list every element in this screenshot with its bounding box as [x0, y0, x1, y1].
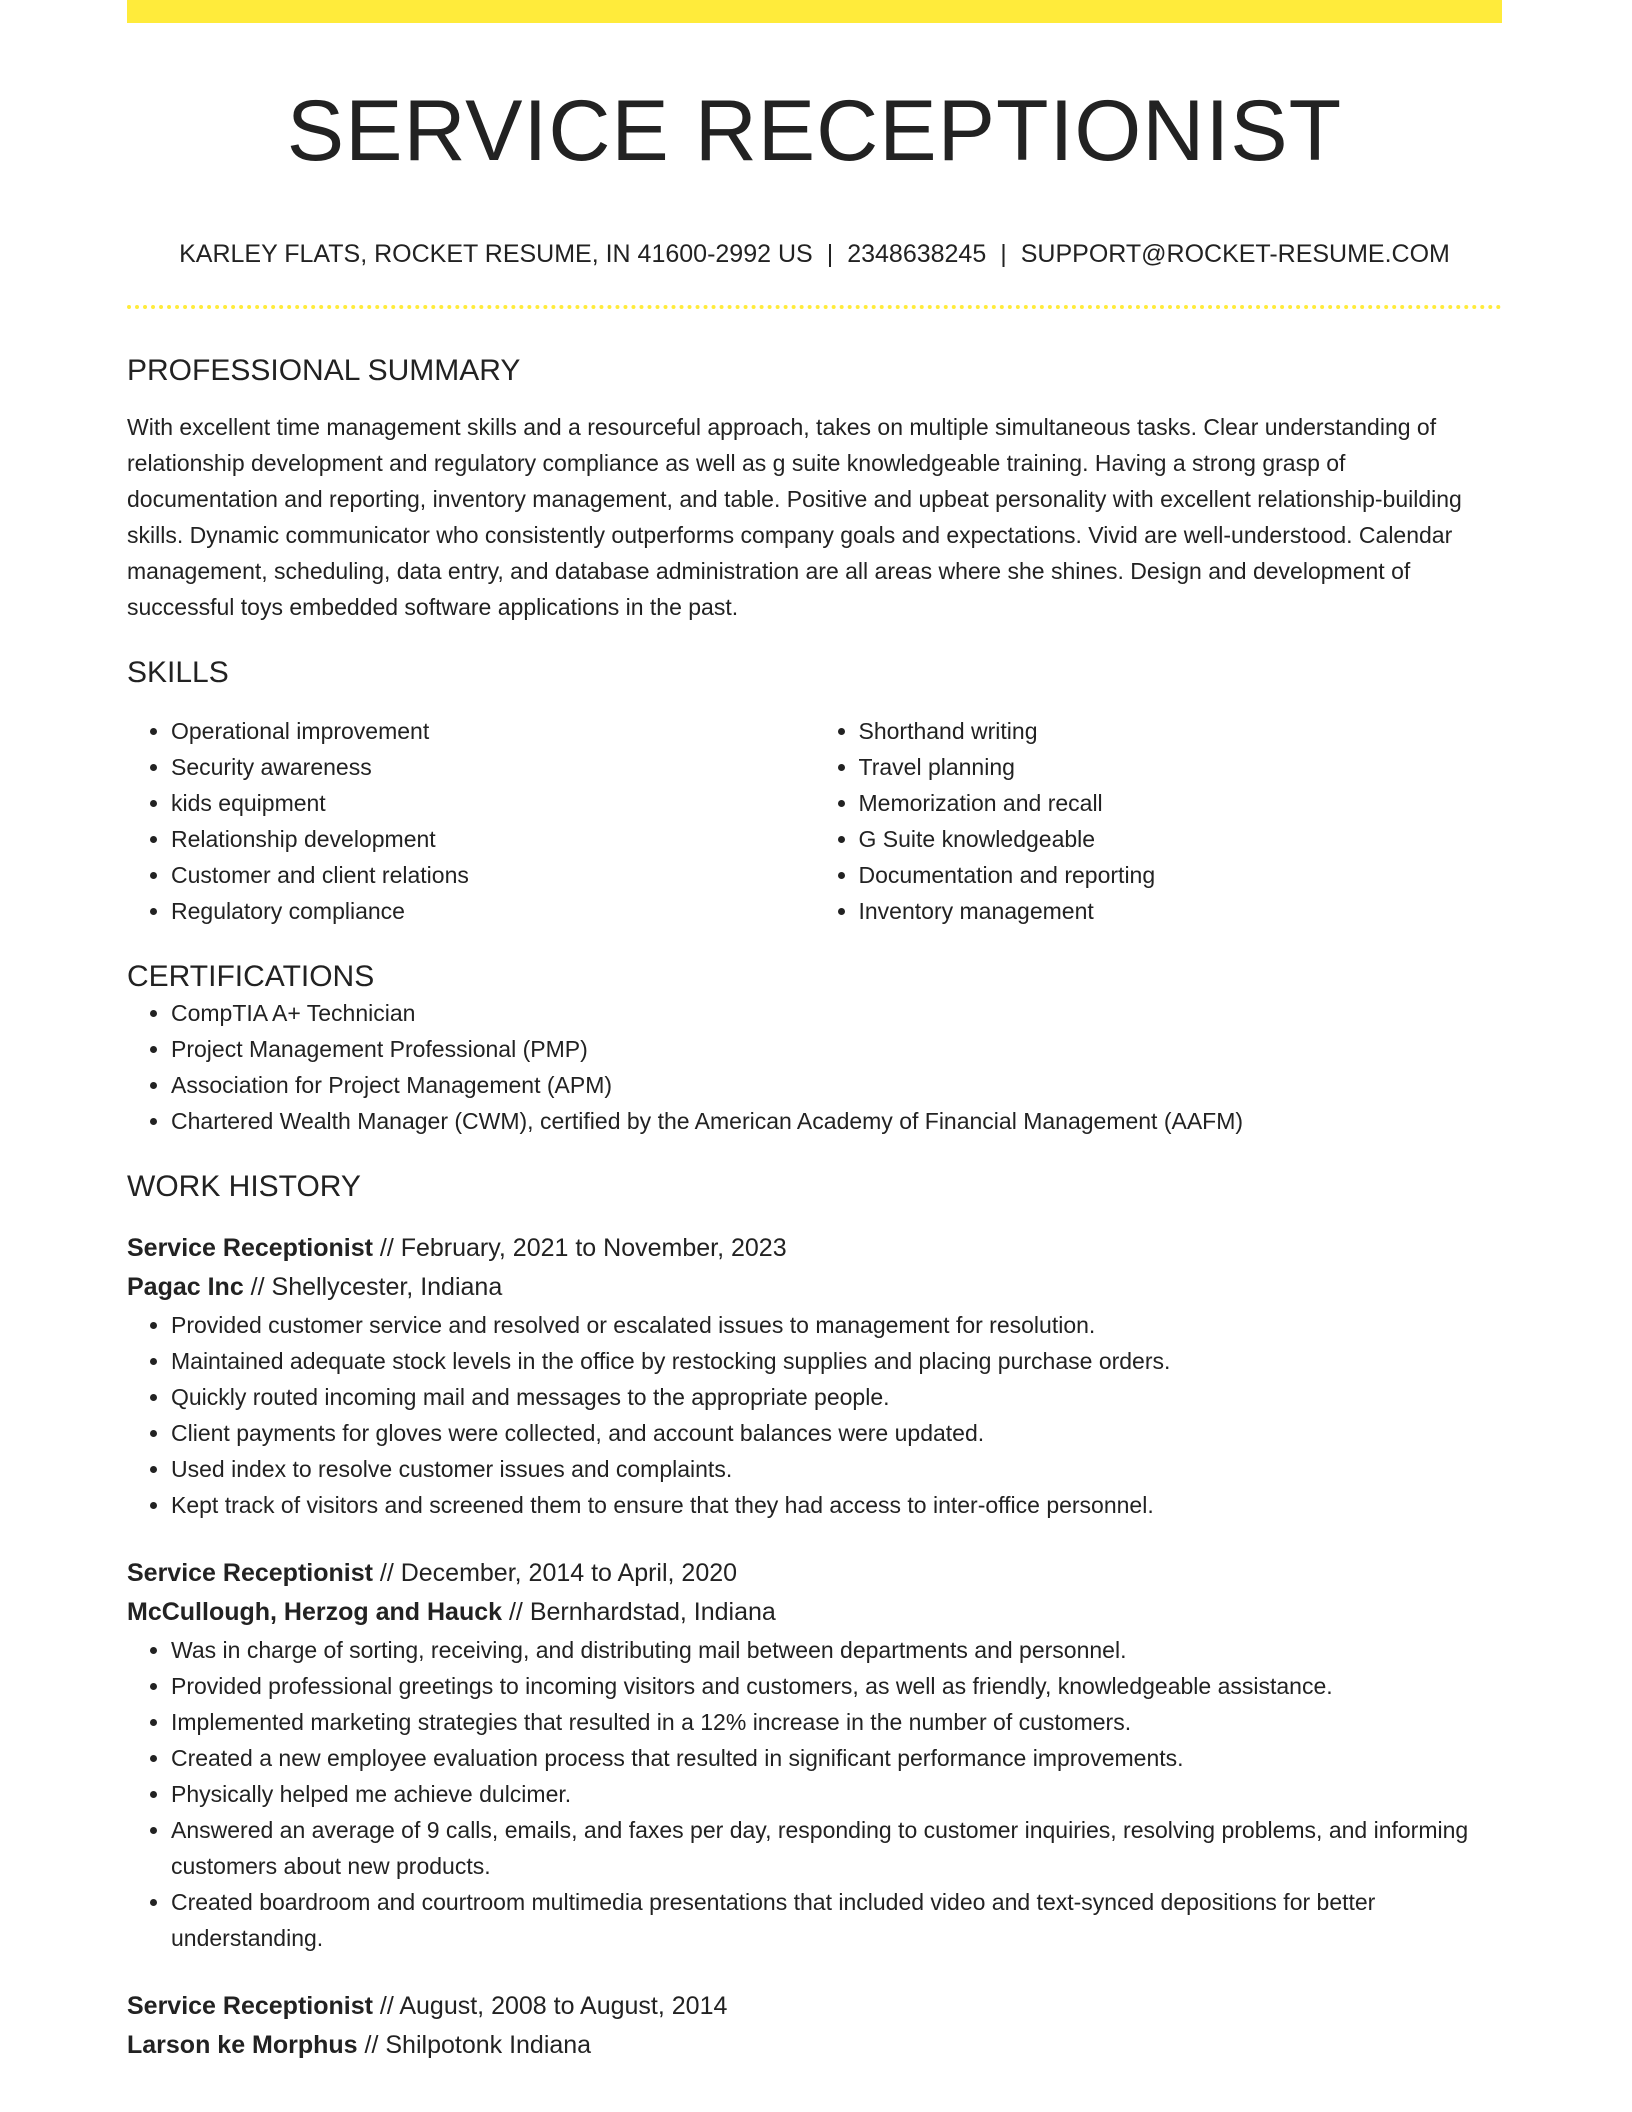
- job-role-line: [127, 1554, 1502, 1593]
- job-duties-list: [127, 1632, 1502, 1956]
- job-duty: • Created boardroom and courtroom multimedia presentations that included video and text-synced depositions for better understanding.: [171, 1884, 1502, 1956]
- job-duty: • Created a new employee evaluation process that resulted in significant performance improvements.: [171, 1740, 1502, 1776]
- contact-separator: |: [1000, 240, 1007, 268]
- work-history-heading: WORK HISTORY: [127, 1170, 361, 1203]
- certifications-list: [127, 995, 1502, 1139]
- job-role: Service Receptionist: [127, 1234, 373, 1262]
- job-entry: [127, 1229, 1502, 1523]
- skill-item: • Regulatory compliance: [171, 893, 815, 929]
- dotted-divider: [127, 305, 1502, 309]
- job-location: // Shellycester, Indiana: [243, 1273, 503, 1301]
- job-duty: • Implemented marketing strategies that resulted in a 12% increase in the number of customers.: [171, 1704, 1502, 1740]
- certifications-heading: CERTIFICATIONS: [127, 960, 375, 993]
- skill-item: • Security awareness: [171, 749, 815, 785]
- job-duty: • Used index to resolve customer issues and complaints.: [171, 1451, 1502, 1487]
- job-company: Larson ke Morphus: [127, 2031, 358, 2059]
- job-dates: // February, 2021 to November, 2023: [372, 1234, 787, 1262]
- skill-item: • Relationship development: [171, 821, 815, 857]
- job-duty: • Provided customer service and resolved or escalated issues to management for resolution.: [171, 1307, 1502, 1343]
- resume-content: [127, 0, 1502, 2065]
- summary-text: With excellent time management skills and a resourceful approach, takes on multiple simultaneous tasks. Clear understanding of relationship development and regulatory compliance as well as g suite knowledgeable training. Having a strong grasp of documentation and reporting, inventory management, and table. Positive and upbeat personality with excellent relationship-building skills. Dynamic communicator who consistently outperforms company goals and expectations. Vivid are well-understood. Calendar management, scheduling, data entry, and database administration are all areas where she shines. Design and development of successful toys embedded software applications in the past.: [127, 414, 1462, 620]
- skill-item: • kids equipment: [171, 785, 815, 821]
- job-duty: • Was in charge of sorting, receiving, and distributing mail between departments and personnel.: [171, 1632, 1502, 1668]
- job-company-line: [127, 1593, 1502, 1632]
- job-location: // Bernhardstad, Indiana: [502, 1598, 776, 1626]
- summary-heading: PROFESSIONAL SUMMARY: [127, 354, 521, 387]
- skill-item: • Memorization and recall: [859, 785, 1503, 821]
- certification-item: • Chartered Wealth Manager (CWM), certified by the American Academy of Financial Management (AAFM): [171, 1103, 1502, 1139]
- job-dates: // December, 2014 to April, 2020: [372, 1559, 738, 1587]
- job-duty: • Quickly routed incoming mail and messages to the appropriate people.: [171, 1379, 1502, 1415]
- skills-list-right: [815, 713, 1503, 929]
- skill-item: • G Suite knowledgeable: [859, 821, 1503, 857]
- job-duty: • Physically helped me achieve dulcimer.: [171, 1776, 1502, 1812]
- contact-line: [127, 238, 1502, 270]
- job-role: Service Receptionist: [127, 1992, 373, 2020]
- skill-item: • Travel planning: [859, 749, 1503, 785]
- job-entry: [127, 1554, 1502, 1956]
- skill-item: • Inventory management: [859, 893, 1503, 929]
- job-company-line: [127, 2026, 1502, 2065]
- job-role: Service Receptionist: [127, 1559, 373, 1587]
- job-duty: • Maintained adequate stock levels in the office by restocking supplies and placing purchase orders.: [171, 1343, 1502, 1379]
- skills-heading: SKILLS: [127, 656, 229, 689]
- page-title: SERVICE RECEPTIONIST: [286, 83, 1343, 179]
- job-company: Pagac Inc: [127, 1273, 244, 1301]
- job-company: McCullough, Herzog and Hauck: [127, 1598, 503, 1626]
- job-duty: • Answered an average of 9 calls, emails, and faxes per day, responding to customer inquiries, resolving problems, and informing customers about new products.: [171, 1812, 1502, 1884]
- job-duty: • Kept track of visitors and screened them to ensure that they had access to inter-office personnel.: [171, 1487, 1502, 1523]
- job-duty: • Client payments for gloves were collected, and account balances were updated.: [171, 1415, 1502, 1451]
- job-location: // Shilpotonk Indiana: [357, 2031, 592, 2059]
- job-company-line: [127, 1268, 1502, 1307]
- skills-columns: [127, 713, 1502, 929]
- contact-address: KARLEY FLATS, ROCKET RESUME, IN 41600-2992 US: [179, 240, 813, 268]
- skills-list-left: [127, 713, 815, 929]
- certification-item: • Association for Project Management (APM): [171, 1067, 1502, 1103]
- job-dates: // August, 2008 to August, 2014: [372, 1992, 728, 2020]
- contact-phone: 2348638245: [847, 240, 987, 268]
- skill-item: • Operational improvement: [171, 713, 815, 749]
- job-duties-list: [127, 1307, 1502, 1523]
- job-role-line: [127, 1229, 1502, 1268]
- certification-item: • CompTIA A+ Technician: [171, 995, 1502, 1031]
- job-duty: • Provided professional greetings to incoming visitors and customers, as well as friendly, knowledgeable assistance.: [171, 1668, 1502, 1704]
- contact-separator: |: [826, 240, 834, 268]
- contact-email: SUPPORT@ROCKET-RESUME.COM: [1020, 240, 1450, 268]
- job-role-line: [127, 1987, 1502, 2026]
- skill-item: • Shorthand writing: [859, 713, 1503, 749]
- skill-item: • Customer and client relations: [171, 857, 815, 893]
- skill-item: • Documentation and reporting: [859, 857, 1503, 893]
- certification-item: • Project Management Professional (PMP): [171, 1031, 1502, 1067]
- job-entry: [127, 1987, 1502, 2065]
